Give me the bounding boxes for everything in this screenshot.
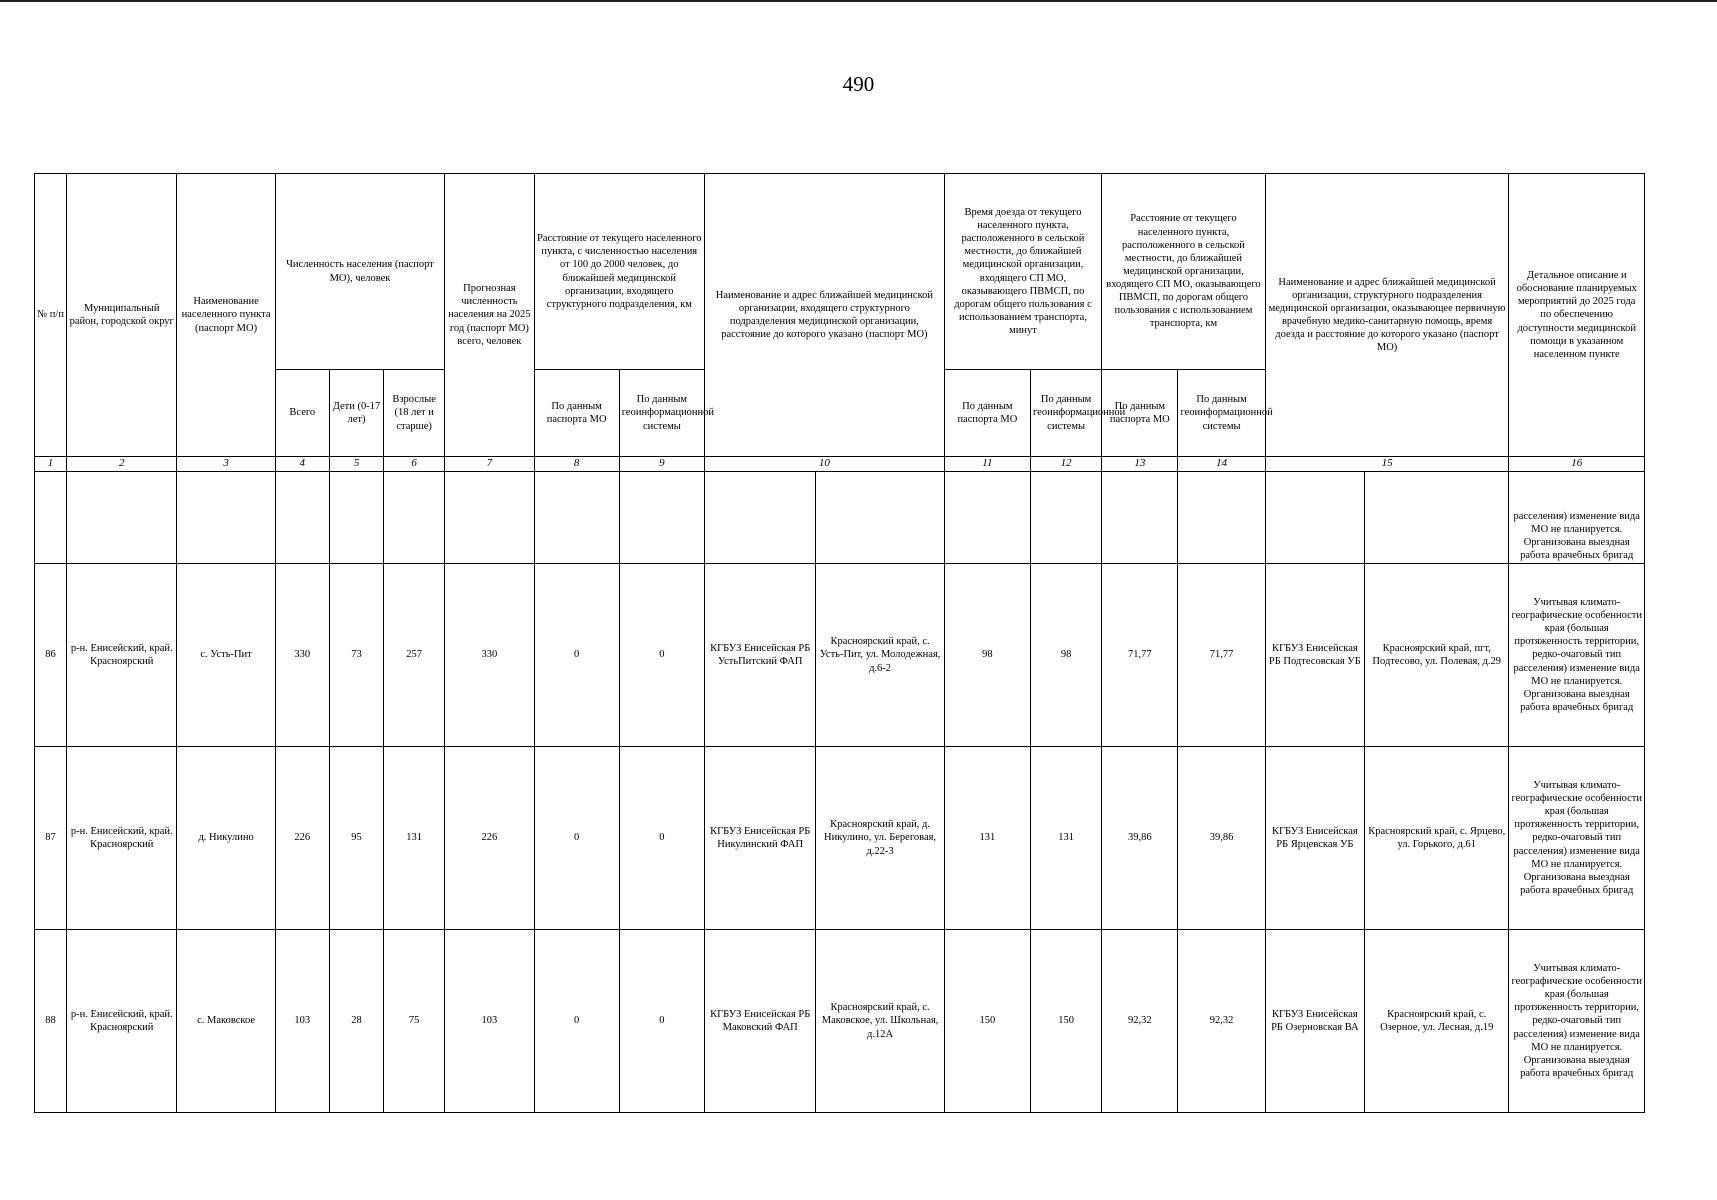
header-travel-time-group: Время доезда от текущего населенного пункта, расположенного в сельской местности, до ближайшей медицинской организации, входящего СП МО, оказывающего ПВМСП, по дорогам общего пользования с использованием транспорта, минут	[944, 174, 1101, 370]
distance-passport-cell: 0	[534, 930, 619, 1113]
header-km-passport: По данным паспорта МО	[1102, 370, 1178, 457]
settlement-cell: д. Никулино	[177, 747, 275, 930]
col-num: 16	[1509, 457, 1645, 472]
children-cell: 95	[329, 747, 383, 930]
time-gis-cell: 98	[1031, 564, 1102, 747]
distance-passport-cell: 0	[534, 564, 619, 747]
total-cell: 330	[275, 564, 329, 747]
primary-care-name-cell: КГБУЗ Енисейская РБ Подтесовская УБ	[1265, 564, 1364, 747]
column-number-row	[35, 457, 1645, 472]
page-number: 490	[842, 72, 875, 96]
description-cell: Учитывая климато-географические особенности края (большая протяженность территории, редко-очаговый тип расселения) изменение вида МО не планируется. Организована выездная работа врачебных бригад	[1509, 564, 1645, 747]
header-time-passport: По данным паспорта МО	[944, 370, 1030, 457]
primary-care-name-cell: КГБУЗ Енисейская РБ Озерновская ВА	[1265, 930, 1364, 1113]
org-address-cell: Красноярский край, с. Маковское, ул. Школьная, д.12А	[816, 930, 944, 1113]
settlement-cell: с. Усть-Пит	[177, 564, 275, 747]
description-cell: Учитывая климато-географические особенности края (большая протяженность территории, редко-очаговый тип расселения) изменение вида МО не планируется. Организована выездная работа врачебных бригад	[1509, 747, 1645, 930]
header-distance-passport: По данным паспорта МО	[534, 370, 619, 457]
table-row	[35, 747, 1645, 930]
km-gis-cell: 39,86	[1178, 747, 1265, 930]
org-address-cell: Красноярский край, с. Усть-Пит, ул. Молодежная, д.6-2	[816, 564, 944, 747]
col-num: 3	[177, 457, 275, 472]
time-passport-cell: 131	[944, 747, 1030, 930]
forecast-cell: 226	[445, 747, 534, 930]
primary-care-name-cell: КГБУЗ Енисейская РБ Ярцевская УБ	[1265, 747, 1364, 930]
top-border-line	[0, 0, 1717, 2]
continuation-row	[35, 472, 1645, 564]
table-row	[35, 930, 1645, 1113]
header-total: Всего	[275, 370, 329, 457]
header-number: № п/п	[35, 174, 67, 457]
col-num: 6	[384, 457, 445, 472]
col-num: 1	[35, 457, 67, 472]
km-passport-cell: 92,32	[1102, 930, 1178, 1113]
header-row-1	[35, 174, 1645, 370]
header-description: Детальное описание и обоснование планируемых мероприятий до 2025 года по обеспечению доступности медицинской помощи в указанном населенном пункте	[1509, 174, 1645, 457]
header-time-gis: По данным геоинформационной системы	[1031, 370, 1102, 457]
adults-cell: 257	[384, 564, 445, 747]
col-num: 9	[619, 457, 704, 472]
total-cell: 103	[275, 930, 329, 1113]
children-cell: 28	[329, 930, 383, 1113]
col-num: 12	[1031, 457, 1102, 472]
distance-passport-cell: 0	[534, 747, 619, 930]
district-cell: р-н. Енисейский, край. Красноярский	[67, 747, 177, 930]
header-children: Дети (0-17 лет)	[329, 370, 383, 457]
org-name-cell: КГБУЗ Енисейская РБ Маковский ФАП	[705, 930, 816, 1113]
district-cell: р-н. Енисейский, край. Красноярский	[67, 930, 177, 1113]
header-distance-group: Расстояние от текущего населенного пункта, с численностью населения от 100 до 2000 человек, до ближайшей медицинской организации, входящего структурного подразделения, км	[534, 174, 705, 370]
header-road-distance-group: Расстояние от текущего населенного пункта, расположенного в сельской местности, до ближайшей медицинской организации, входящего СП МО, оказывающего ПВМСП, по дорогам общего пользования с использованием транспорта, км	[1102, 174, 1265, 370]
org-name-cell: КГБУЗ Енисейская РБ Никулинский ФАП	[705, 747, 816, 930]
col-num: 5	[329, 457, 383, 472]
forecast-cell: 103	[445, 930, 534, 1113]
primary-care-address-cell: Красноярский край, с. Озерное, ул. Лесная, д.19	[1365, 930, 1509, 1113]
primary-care-address-cell: Красноярский край, пгт, Подтесово, ул. Полевая, д.29	[1365, 564, 1509, 747]
total-cell: 226	[275, 747, 329, 930]
distance-gis-cell: 0	[619, 930, 704, 1113]
header-settlement: Наименование населенного пункта (паспорт МО)	[177, 174, 275, 457]
primary-care-address-cell: Красноярский край, с. Ярцево, ул. Горького, д.61	[1365, 747, 1509, 930]
col-num: 15	[1265, 457, 1509, 472]
org-name-cell: КГБУЗ Енисейская РБ УстьПитский ФАП	[705, 564, 816, 747]
time-gis-cell: 131	[1031, 747, 1102, 930]
col-num: 11	[944, 457, 1030, 472]
table-row	[35, 564, 1645, 747]
time-gis-cell: 150	[1031, 930, 1102, 1113]
col-num: 8	[534, 457, 619, 472]
header-distance-gis: По данным геоинформационной системы	[619, 370, 704, 457]
header-adults: Взрослые (18 лет и старше)	[384, 370, 445, 457]
settlements-table	[34, 173, 1645, 1113]
header-km-gis: По данным геоинформационной системы	[1178, 370, 1265, 457]
km-passport-cell: 71,77	[1102, 564, 1178, 747]
col-num: 4	[275, 457, 329, 472]
col-num: 10	[705, 457, 945, 472]
header-primary-care-org: Наименование и адрес ближайшей медицинской организации, структурного подразделения медицинской организации, оказывающее первичную врачебную медико-санитарную помощь, время доезда и расстояние до которого указано (паспорт МО)	[1265, 174, 1509, 457]
col-num: 13	[1102, 457, 1178, 472]
row-number: 87	[35, 747, 67, 930]
header-nearest-org: Наименование и адрес ближайшей медицинской организации, входящего структурного подразделения медицинской организации, расстояние до которого указано (паспорт МО)	[705, 174, 945, 457]
col-num: 14	[1178, 457, 1265, 472]
district-cell: р-н. Енисейский, край. Красноярский	[67, 564, 177, 747]
header-population-group: Численность населения (паспорт МО), человек	[275, 174, 445, 370]
adults-cell: 131	[384, 747, 445, 930]
header-district: Муниципальный район, городской округ	[67, 174, 177, 457]
forecast-cell: 330	[445, 564, 534, 747]
time-passport-cell: 98	[944, 564, 1030, 747]
adults-cell: 75	[384, 930, 445, 1113]
description-cell: Учитывая климато-географические особенности края (большая протяженность территории, редко-очаговый тип расселения) изменение вида МО не планируется. Организована выездная работа врачебных бригад	[1509, 930, 1645, 1113]
org-address-cell: Красноярский край, д. Никулино, ул. Береговая, д.22-3	[816, 747, 944, 930]
header-forecast: Прогнозная численность населения на 2025 год (паспорт МО) всего, человек	[445, 174, 534, 457]
distance-gis-cell: 0	[619, 747, 704, 930]
settlement-cell: с. Маковское	[177, 930, 275, 1113]
km-passport-cell: 39,86	[1102, 747, 1178, 930]
col-num: 7	[445, 457, 534, 472]
time-passport-cell: 150	[944, 930, 1030, 1113]
children-cell: 73	[329, 564, 383, 747]
row-number: 86	[35, 564, 67, 747]
km-gis-cell: 71,77	[1178, 564, 1265, 747]
row-number: 88	[35, 930, 67, 1113]
col-num: 2	[67, 457, 177, 472]
continuation-description: расселения) изменение вида МО не планируется. Организована выездная работа врачебных бригад	[1509, 472, 1645, 564]
distance-gis-cell: 0	[619, 564, 704, 747]
km-gis-cell: 92,32	[1178, 930, 1265, 1113]
